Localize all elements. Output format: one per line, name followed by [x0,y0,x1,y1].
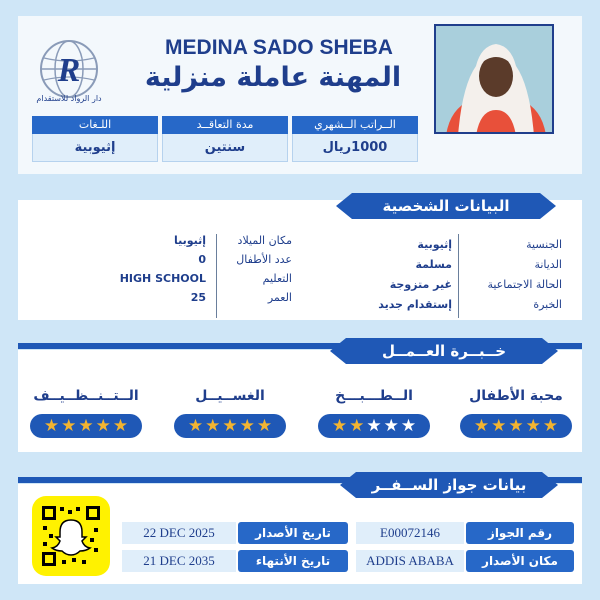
skill-label: الغســيــل [195,388,265,404]
languages-value: إثيوبية [32,134,158,162]
skill-cleaning [26,388,146,438]
education-label: التعليم [262,272,292,285]
skill-label: الــتــنــظــيــف [33,388,139,404]
religion-label: الديانة [534,258,562,271]
passport-no-label: رقم الجواز [466,522,574,544]
star-icon: ★ [112,416,129,436]
star-rating [460,414,572,438]
experience-value: إستقدام جديد [378,298,452,311]
star-icon: ★ [542,416,559,436]
star-icon: ★ [187,416,204,436]
star-icon: ★ [349,416,365,436]
star-icon: ★ [525,416,541,436]
star-icon: ★ [473,416,490,436]
skill-cooking [314,388,434,438]
education-value: HIGH SCHOOL [119,272,206,285]
personal-section-title: البيانات الشخصية [352,193,540,219]
star-icon: ★ [491,416,507,436]
snapchat-qr-code [32,496,110,576]
issue-date-value: 22 DEC 2025 [122,522,236,544]
star-icon: ★ [508,416,524,436]
star-icon: ★ [95,416,111,436]
contract-box [162,116,288,162]
skill-laundry [170,388,290,438]
salary-label: الــراتب الــشهري [292,116,418,134]
star-icon: ★ [205,416,221,436]
issue-date-label: تاريخ الأصدار [238,522,348,544]
star-icon: ★ [78,416,94,436]
star-icon: ★ [383,416,399,436]
svg-text:R: R [57,52,81,89]
passport-section-title: بيانات جواز الســفــر [356,472,542,498]
passport-card [18,484,582,584]
divider [216,234,217,318]
passport-no-value: E00072146 [356,522,464,544]
star-icon: ★ [222,416,238,436]
birthplace-value: إثيوبيا [173,234,206,247]
issue-place-value: ADDIS ABABA [356,550,464,572]
worker-photo [434,24,554,134]
worker-name: MEDINA SADO SHEBA [165,36,393,59]
star-rating [174,414,286,438]
star-icon: ★ [43,416,60,436]
star-icon: ★ [239,416,255,436]
salary-box [292,116,418,162]
star-icon: ★ [331,416,348,436]
age-label: العمر [267,291,292,304]
star-rating [318,414,430,438]
star-icon: ★ [366,416,382,436]
contract-value: سنتين [162,134,288,162]
marital-value: غير متزوجة [389,278,452,291]
languages-label: اللـغات [32,116,158,134]
header-card [18,16,582,174]
star-icon: ★ [256,416,273,436]
marital-label: الحالة الاجتماعية [487,278,562,291]
issue-place-label: مكان الأصدار [466,550,574,572]
experience-label: الخبرة [533,298,562,311]
nationality-label: الجنسية [526,238,562,251]
expiry-date-value: 21 DEC 2035 [122,550,236,572]
divider [458,234,459,318]
children-label: عدد الأطفال [236,253,292,266]
religion-value: مسلمة [415,258,452,271]
skill-label: الــطـــبـــخ [335,388,413,404]
children-value: 0 [198,253,206,266]
languages-box [32,116,158,162]
skill-label: محبة الأطفال [469,388,563,404]
birthplace-label: مكان الميلاد [237,234,292,247]
work-card [18,350,582,452]
age-value: 25 [190,291,206,304]
expiry-date-label: تاريخ الأنتهاء [238,550,348,572]
job-title: المهنة عاملة منزلية [144,62,402,93]
logo-text: دار الرواد للاستقدام [36,94,102,103]
star-icon: ★ [400,416,417,436]
work-section-title: خــبــرة العــمــل [346,338,542,364]
star-icon: ★ [61,416,77,436]
nationality-value: إثيوبية [417,238,452,251]
star-rating [30,414,142,438]
contract-label: مدة التعاقــد [162,116,288,134]
skill-childcare [456,388,576,438]
salary-value: 1000ريال [292,134,418,162]
